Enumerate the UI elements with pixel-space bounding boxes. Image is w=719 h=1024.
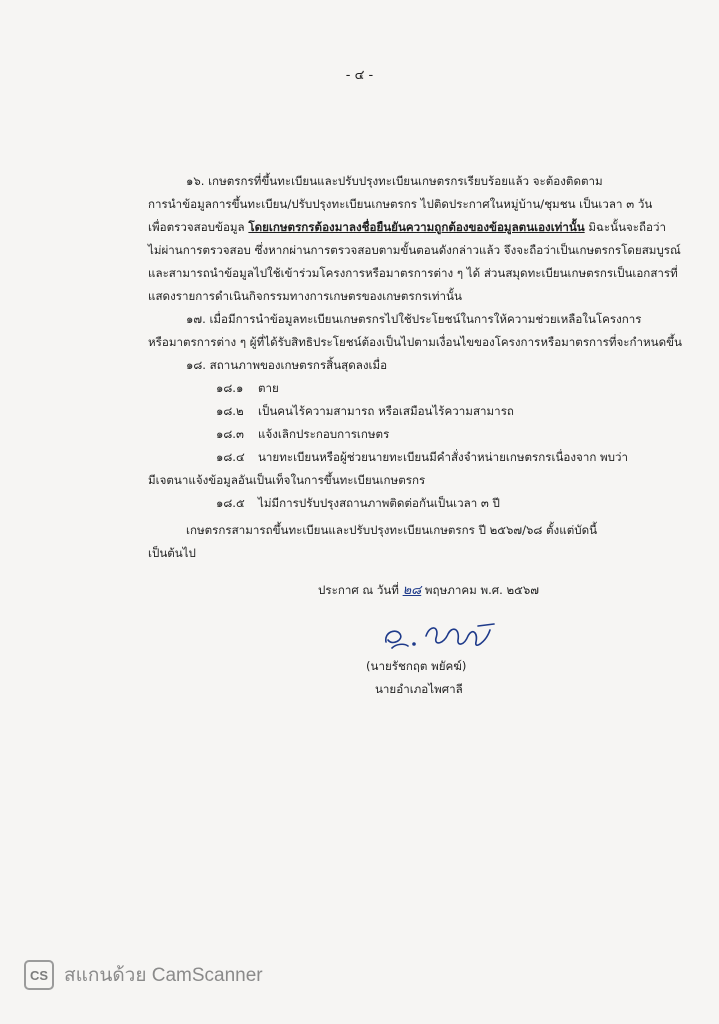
clause-18-4-number: ๑๘.๔ (216, 450, 245, 464)
clause-16-line-2: การนำข้อมูลการขึ้นทะเบียน/ปรับปรุงทะเบียนเกษตรกร ไปติดประกาศในหมู่บ้าน/ชุมชน เป็นเวลา ๓ วัน (148, 197, 653, 211)
announcement-prefix: ประกาศ ณ วันที่ (318, 583, 399, 597)
clause-16-emphasis: โดยเกษตรกรต้องมาลงชื่อยืนยันความถูกต้องของข้อมูลตนเองเท่านั้น (248, 220, 585, 234)
announcement-suffix: พฤษภาคม พ.ศ. ๒๕๖๗ (424, 583, 539, 597)
camscanner-watermark (24, 960, 263, 990)
page-number: - ๔ - (345, 68, 374, 83)
clause-16-line-4: ไม่ผ่านการตรวจสอบ ซึ่งหากผ่านการตรวจสอบตามขั้นตอนดังกล่าวแล้ว จึงจะถือว่าเป็นเกษตรกรโดยสมบูรณ์ (148, 243, 681, 257)
clause-16-line-6: แสดงรายการดำเนินกิจกรรมทางการเกษตรของเกษตรกรเท่านั้น (148, 289, 462, 303)
clause-18-2-number: ๑๘.๒ (216, 404, 244, 418)
signer-position: นายอำเภอไพศาลี (375, 682, 463, 696)
signature-image (378, 618, 508, 654)
clause-18-5-number: ๑๘.๕ (216, 496, 245, 510)
announcement-date (318, 583, 539, 599)
clause-18-3-number: ๑๘.๓ (216, 427, 244, 441)
clause-18-4-continuation: มีเจตนาแจ้งข้อมูลอันเป็นเท็จในการขึ้นทะเบียนเกษตรกร (148, 473, 426, 487)
camscanner-text: สแกนด้วย CamScanner (64, 965, 263, 986)
clause-18-1-text: ตาย (258, 381, 279, 395)
closing-line-1: เกษตรกรสามารถขึ้นทะเบียนและปรับปรุงทะเบียนเกษตรกร ปี ๒๕๖๗/๖๘ ตั้งแต่บัดนี้ (186, 523, 598, 537)
signer-name: (นายรัชกฤต พยัคฆ์) (366, 659, 467, 673)
clause-16-line-3 (148, 221, 666, 235)
clause-18-4-text: นายทะเบียนหรือผู้ช่วยนายทะเบียนมีคำสั่งจำหน่ายเกษตรกรเนื่องจาก พบว่า (258, 450, 629, 464)
clause-18-5-text: ไม่มีการปรับปรุงสถานภาพติดต่อกันเป็นเวลา ๓ ปี (258, 496, 500, 510)
clause-18-1-number: ๑๘.๑ (216, 381, 244, 395)
clause-16-line-3a: เพื่อตรวจสอบข้อมูล (148, 220, 245, 234)
clause-16-line-1: ๑๖. เกษตรกรที่ขึ้นทะเบียนและปรับปรุงทะเบียนเกษตรกรเรียบร้อยแล้ว จะต้องติดตาม (186, 174, 603, 188)
clause-18-heading: ๑๘. สถานภาพของเกษตรกรสิ้นสุดลงเมื่อ (186, 358, 388, 372)
handwritten-day: ๒๘ (402, 583, 422, 598)
clause-18-3-text: แจ้งเลิกประกอบการเกษตร (258, 427, 390, 441)
clause-17-line-1: ๑๗. เมื่อมีการนำข้อมูลทะเบียนเกษตรกรไปใช้ประโยชน์ในการให้ความช่วยเหลือในโครงการ (186, 312, 642, 326)
clause-16-line-3c: มิฉะนั้นจะถือว่า (588, 220, 667, 234)
clause-17-line-2: หรือมาตรการต่าง ๆ ผู้ที่ได้รับสิทธิประโยชน์ต้องเป็นไปตามเงื่อนไขของโครงการหรือมาตรการที่จะกำหนดขึ้น (148, 335, 682, 349)
closing-line-2: เป็นต้นไป (148, 546, 196, 560)
camscanner-logo-icon: CS (24, 960, 54, 990)
clause-16-line-5: และสามารถนำข้อมูลไปใช้เข้าร่วมโครงการหรือมาตรการต่าง ๆ ได้ ส่วนสมุดทะเบียนเกษตรกรเป็นเอกสารที่ (148, 266, 678, 280)
clause-18-2-text: เป็นคนไร้ความสามารถ หรือเสมือนไร้ความสามารถ (258, 404, 514, 418)
